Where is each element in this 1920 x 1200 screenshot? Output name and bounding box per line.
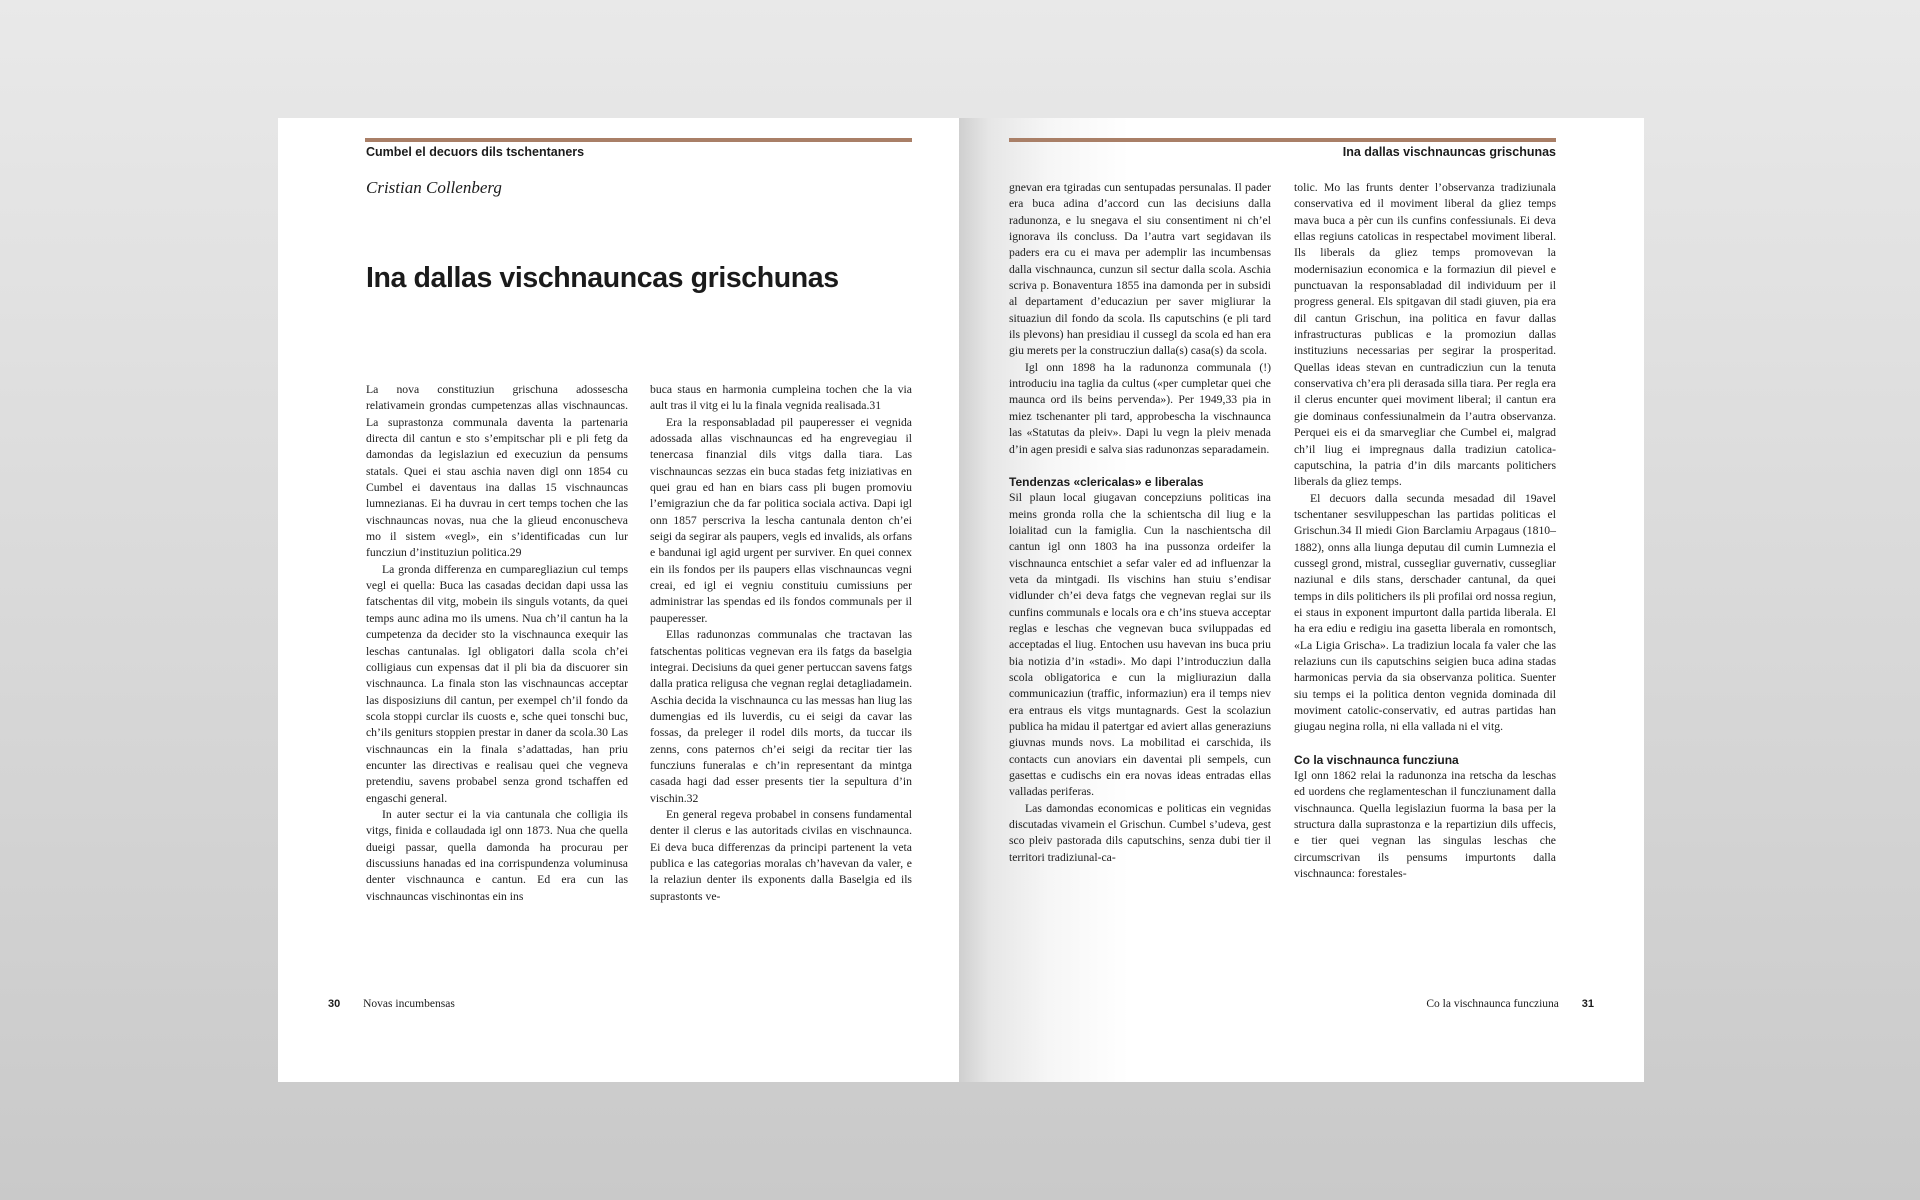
paragraph: Ellas radunonzas communalas che tractavan las fatschentas politicas vegnevan era ils fatgs da baselgia integrai. Decisiuns da quei gener pertuccan savens fatgs dalla pratica religusa che vegnan reglai detagliadamein. Aschia decida la vischnaunca cu las messas han liug las dumengias ed ils luverdis, cu ei seigi da cavar las fossas, da preleger il rodel dils morts, da tuccar ils zenns, cons paternos ch’ei seigi da recitar tier las funcziuns funeralas e ch’in representant da mintga casada hagi dad esser presents tier la sepultura d’in vischin.32 [650,628,912,805]
footer-label: Co la vischnaunca funcziuna [1426,998,1559,1010]
paragraph: En general regeva probabel in consens fundamental denter il clerus e las autoritads civilas en vischnaunca. Ei deva buca differenzas da principi partenent la veta publica e las categorias moralas ch’havevan da valer, e la relaziun denter ils exponents dalla Baselgia ed ils suprastonts ve- [650,807,912,903]
page-number: 31 [1581,998,1594,1010]
footer-label: Novas incumbensas [363,998,455,1010]
header-rule [1009,138,1556,142]
header-rule [365,138,912,142]
paragraph: buca staus en harmonia cumpleina tochen che la via ault tras il vitg ei lu la finala vegnida realisada.31 [650,383,912,413]
left-column-2 [650,382,912,905]
left-column-1 [366,382,628,905]
paragraph: Las damondas economicas e politicas ein vegnidas discutadas vivamein el Grischun. Cumbel s’udeva, gest sco pleiv pastorada dils caputschins, senza dubi tier il territori tradiziunal-ca- [1009,801,1271,864]
right-column-1 [1009,180,1271,866]
section-heading: Co la vischnaunca funcziuna [1294,752,1459,767]
paragraph: In auter sectur ei la via cantunala che colligia ils vitgs, finida e collaudada igl onn 1873. Nua che quella dueigi passar, quella damonda ha procurau per discussiuns hanadas ed ina corrispundenza voluminusa denter vischnaunca e cantun. Ed era cun las vischnauncas vischinontas ein ins [366,807,628,903]
article-title: Ina dallas vischnauncas grischunas [366,262,839,294]
paragraph: gnevan era tgiradas cun sentupadas persunalas. Il pader era buca adina d’accord cun las decisiuns dalla radunonza, e lu snegava el siu consentiment ni ch’el ignorava ils concluss. Da l’autra vart segidavan ils paders era cu ei mava per ademplir las incumbensas dalla vischnaunca, cunzun sil sectur dalla scola. Aschia scriva p. Bonaventura 1855 ina damonda per in subsidi al departament d’educaziun per saver migliurar la situaziun dil fondo da scola. Ils caputschins (e pli tard ils plevons) han presidiau il cussegl da scola ed han era giu merets per la construcziun dalla(s) casa(s) da scola. [1009,181,1271,358]
paragraph: Era la responsabladad pil pauperesser ei vegnida adossada allas vischnauncas ed ha engrevegiau il tenercasa finanzial dils vitgs dalla tiara. Las vischnauncas sezzas ein buca stadas fetg iniziativas en quei grau ed han en biars cass pli bugen promoviu l’emigraziun che da far politica sociala activa. Dapi igl onn 1857 perscriva la lescha cantunala denton ch’ei seigi da segirar als paupers, vegls ed invalids, als orfans e bandunai igl agid urgent per surviver. En quei connex ein ils fondos per ils paupers ellas vischnauncas vegni creai, ed igl ei vegniu constituiu cumissiuns per administrar las spendas ed ils fondos communals per il pauperesser. [650,415,912,625]
paragraph: La gronda differenza en cumparegliaziun cul temps vegl ei quella: Buca las casadas decidan dapi ussa las fatschentas dil vitg, mobein ils singuls votants, da quei temps aunc adina mo ils umens. Nua ch’il cantun ha la cumpetenza da decider sto la vischnaunca exequir las leschas cantunalas. Igl obligatori dalla scola ch’ei colligiaus cun expensas dat il pli bia da discuorer sin vischnaunca. La finala ston las vischnauncas acceptar las disposiziuns dil cantun, per exempel ch’il fondo da scola stoppi curclar ils cuosts e, sche quei tonschi buc, ch’ils geniturs stoppien prestar in daner da scola.30 Las vischnauncas ein la finala s’adattadas, han priu encunter las directivas e realisau quei che vegneva pretendiu, savens probabel senza grond tschaffen ed engaschi general. [366,562,628,805]
left-page [278,118,959,1082]
footer-left [328,998,455,1010]
paragraph: El decuors dalla secunda mesadad dil 19avel tschentaner sesviluppeschan las partidas politicas el Grischun.34 Il miedi Gion Barclamiu Arpagaus (1810–1882), onns alla liunga deputau dil cumin Lumnezia el cussegl grond, mistral, cussegliar guvernativ, cussegliar naziunal e dils stans, derschader cantunal, da quei temps in dils politichers ils pli profilai ord nossa regiun, ei staus in exponent impurtont dalla partida liberala. El ha era ediu e redigiu ina gasetta liberala en romontsch, «La Ligia Grischa». La tradiziun locala fa valer che las relaziuns cun ils caputschins seigien buca adina stadas harmonicas pervia da sia observanza politica. Suenter siu temps ei la politica denton vegnida dominada dil moviment catolic-conservativ, ed autras partidas han giugau negina rolla, ni ella vallada ni el vitg. [1294,491,1556,734]
running-head-right: Ina dallas vischnauncas grischunas [1342,145,1556,159]
running-head-left: Cumbel el decuors dils tschentaners [366,145,585,159]
right-page [959,118,1644,1082]
paragraph: Igl onn 1862 relai la radunonza ina retscha da leschas ed uordens che reglamenteschan il funcziunament dalla vischnaunca. Quella legislaziun fuorma la basa per la structura dalla suprastonza e la repartiziun dils uffecis, e tier quei vegnan las singulas leschas che circumscrivan ils pensums impurtonts dalla vischnaunca: forestales- [1294,769,1556,881]
paragraph: Sil plaun local giugavan concepziuns politicas ina meins gronda rolla che la schientscha dil liug e la loialitad cun la famiglia. Cun la naschientscha dil cantun igl onn 1803 ha ina pussonza ordeifer la vischnaunca entschiet a sefar valer ed ad influenzar la veta da mintgadi. Ils vischins han stuiu s’endisar vidlunder ch’ei deva fatgs che vegnevan reglai sur ils cunfins communals e locals ora e ch’ins stueva acceptar reglas e leschas che vegnevan buca sviluppadas ed acceptadas el liug. Entochen usu havevan ins buca priu bia notizia d’in «stadi». Mo dapi l’introducziun dalla scola obligatorica e cun la migliuraziun dalla communicaziun (traffic, informaziun) era il temps niev era entraus els vitgs muntagnards. Gest la scolaziun publica ha midau il patertgar ed aviert allas generaziuns giuvnas munds novs. La mobilitad ei carschida, ils contacts cun anoviars ein daventai pli sempels, cun gasettas e cudischs ein era novas ideas entradas ellas valladas periferas. [1009,491,1271,799]
section-heading: Tendenzas «clericalas» e liberalas [1009,474,1204,489]
author-name: Cristian Collenberg [366,178,502,197]
paragraph: tolic. Mo las frunts denter l’observanza tradiziunala conservativa ed il moviment liberal da gliez temps mava buca a pèr cun ils cunfins confessiunals. Ei deva ellas regiuns catolicas in respectabel moviment liberal. Ils liberals da gliez temps promovevan la modernisaziun economica e la formaziun dil pievel e punctuavan la responsabladad dil individuum per il progress general. Els spitgavan dil stadi giuven, pia era dil cantun Grischun, ina politica en favur dallas infrastructuras publicas e la promoziun dallas instituziuns necessarias per segirar la prosperitad. Quellas ideas stevan en cuntradicziun cun la tenuta conservativa ch’era pli derasada silla tiara. Per regla era il clerus encunter quei moviment liberal; il cantun era gie dominaus confessiunalmein da l’autra observanza. Perquei eis ei da smarvegliar che Cumbel ei, malgrad ch’il liug ei impregnaus dalla tradiziun catolica-caputschina, la patria d’in dils marcants politichers liberals da gliez temps. [1294,181,1556,489]
paragraph: Igl onn 1898 ha la radunonza communala (!) introduciu ina taglia da cultus («per cumpletar quei che maunca ord ils beins pervenda»). Per 1949,33 pia in miez tschenanter pli tard, approbescha la vischnaunca las «Statutas da pleiv». Dapi lu vegn la pleiv menada d’in agen presidi e salva sias radunonzas separadamein. [1009,360,1271,456]
footer-right [1426,998,1594,1010]
right-column-2 [1294,180,1556,882]
page-number: 30 [328,998,341,1010]
paragraph: La nova constituziun grischuna adossescha relativamein grondas cumpetenzas allas vischnauncas. La suprastonza communala daventa la partenaria directa dil cantun e sto s’empitschar pli e pli fetg da damondas da legislaziun ed execuziun da pensums statals. Quei ei stau aschia naven digl onn 1854 cu Cumbel ei daventaus ina dallas 15 vischnauncas lumnezianas. Ei ha duvrau in cert temps tochen che las vischnauncas novas, nua che la glieud enconuscheva mo il sistem «vegl», ein s’identificadas cun lur funcziun d’instituziun politica.29 [366,383,628,560]
